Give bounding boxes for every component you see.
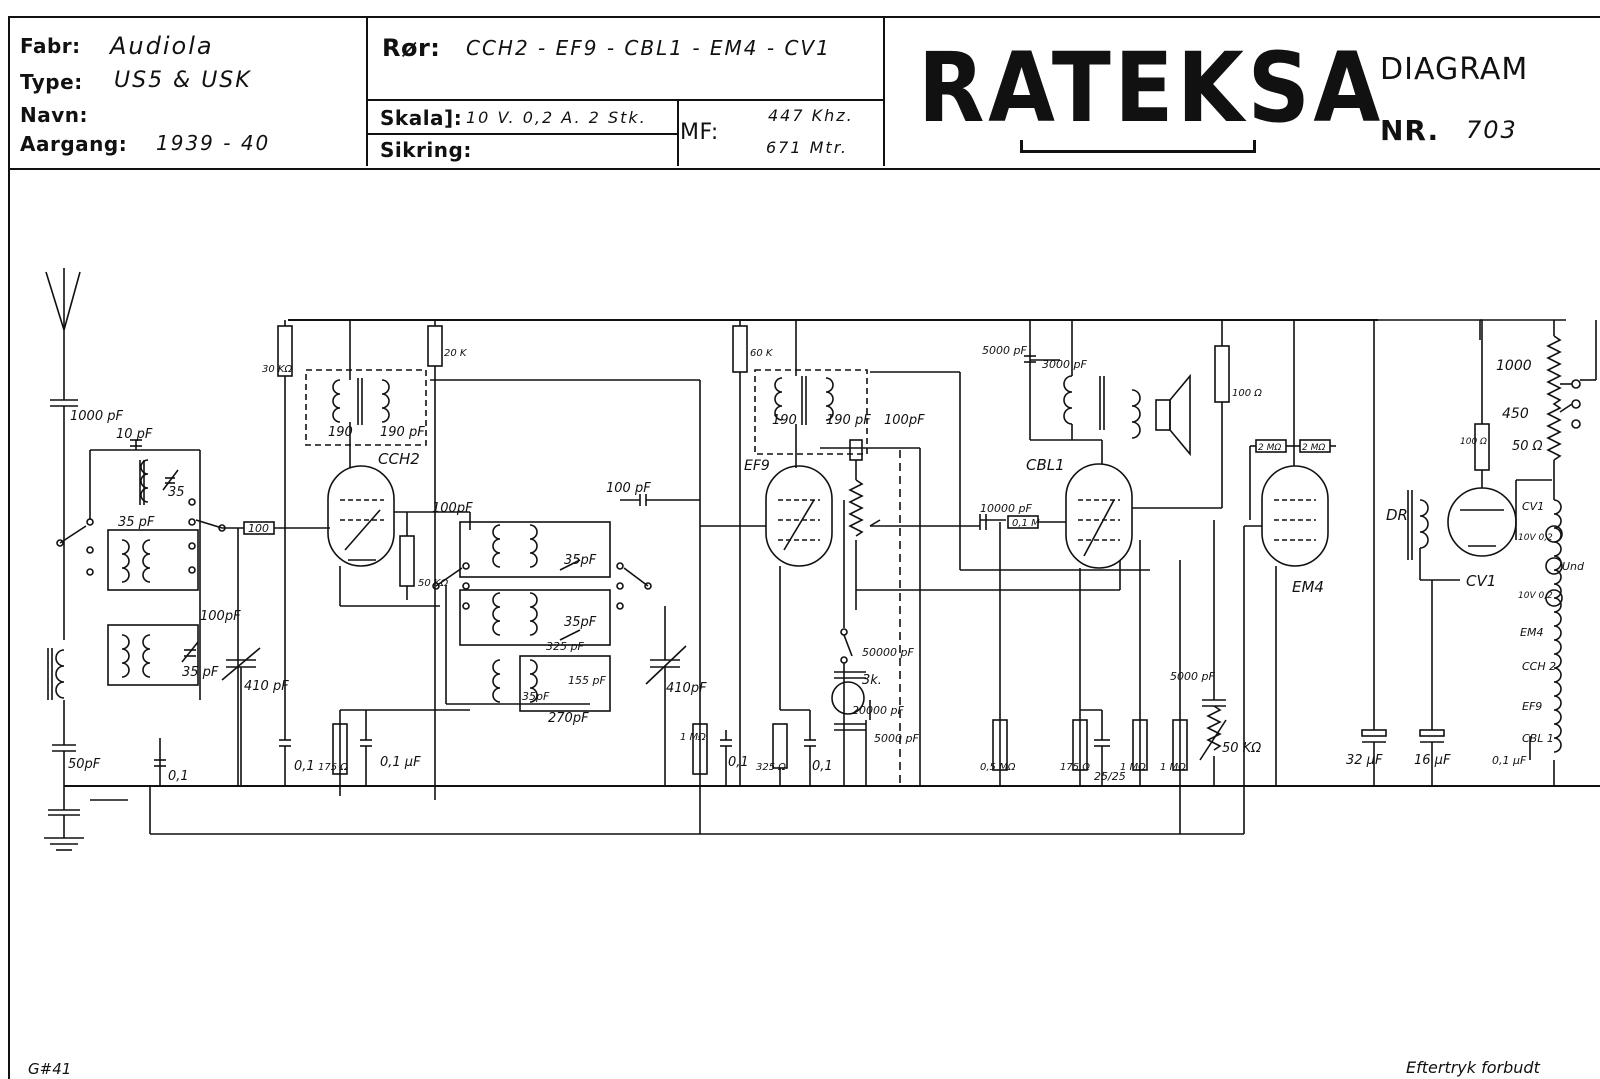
label-fil-10v-b: 10V 0,2 — [1518, 591, 1553, 601]
label-r-2m: 2 MΩ — [1258, 443, 1282, 453]
label-fil-10v-a: 10V 0,2 — [1518, 533, 1553, 543]
pot-50k — [1208, 706, 1220, 750]
waveband-switch-2 — [433, 563, 651, 609]
label-r-450: 450 — [1502, 406, 1529, 422]
label-c-100pf-d: 100pF — [884, 413, 925, 428]
footer-code: G#41 — [28, 1060, 72, 1078]
label-c-01uf: 0,1 µF — [380, 755, 421, 770]
label-c-35pf-d: 35pF — [564, 615, 597, 630]
label-c-16: 16 µF — [1414, 753, 1451, 768]
label-c-01uf-b: 0,1 µF — [1492, 754, 1527, 767]
mains-dropper-resistor — [1548, 336, 1560, 460]
volume-potentiometer — [850, 480, 862, 536]
label-r-100ohm: 100 Ω — [1232, 388, 1262, 399]
loudspeaker — [1156, 376, 1190, 454]
label-c-01-b: 0,1 — [294, 759, 315, 774]
mf-mtr: 671 Mtr. — [766, 138, 848, 157]
label-c-155: 155 pF — [568, 674, 606, 687]
fabr-label: Fabr: — [20, 34, 81, 58]
label-dr: DR — [1386, 506, 1408, 524]
resistor-20k — [428, 326, 442, 366]
if-transformer-1 — [333, 378, 389, 425]
label-sk: 3k. — [862, 673, 882, 688]
label-c-5000c: 5000 pF — [1170, 670, 1215, 683]
label-r-50k: 50 KΩ — [418, 578, 449, 589]
skala-value: 10 V. 0,2 A. 2 Stk. — [466, 108, 647, 127]
tube-cv1 — [1448, 488, 1516, 556]
mf-label: MF: — [680, 120, 719, 145]
diagram-label: DIAGRAM — [1380, 52, 1529, 87]
label-c-3000: 3000 pF — [1042, 358, 1087, 371]
label-r-175: 175 Ω — [318, 762, 348, 773]
label-r-1000: 1000 — [1496, 358, 1532, 374]
label-c-50000: 50000 pF — [862, 646, 914, 659]
label-fil-cv1: CV1 — [1522, 500, 1545, 513]
tube-cch2 — [328, 466, 394, 566]
label-r-2m-b: 2 MΩ — [1302, 443, 1326, 453]
label-if-190d: 190 pF — [826, 413, 871, 428]
label-r-60k: 60 K — [750, 348, 773, 359]
label-c-325: 325 pF — [546, 640, 584, 653]
resistor-50k — [400, 536, 414, 586]
label-fil-und: Und — [1562, 560, 1585, 573]
label-fil-em4: EM4 — [1520, 626, 1544, 639]
tuning-cap-410-a — [222, 648, 260, 786]
label-c-5000a: 5000 pF — [874, 732, 919, 745]
label-r-50: 50 Ω — [1512, 439, 1543, 454]
label-c-10000: 10000 pF — [980, 502, 1032, 515]
navn-label: Navn: — [20, 103, 89, 127]
label-c-35a: 35 — [168, 485, 185, 500]
label-fil-cbl1: CBL 1 — [1522, 732, 1554, 745]
skala-label: Skala]: — [380, 106, 463, 130]
nr-label: NR. — [1380, 114, 1440, 147]
label-c-35pf: 35 pF — [118, 515, 155, 530]
ground-symbol — [44, 838, 84, 850]
label-c-32: 32 µF — [1346, 753, 1383, 768]
label-c-20000: 20000 pF — [852, 704, 904, 717]
label-c-antenna: 1000 pF — [70, 409, 123, 424]
brand-logo: RATEKSA — [918, 32, 1384, 144]
label-if-190b: 190 pF — [380, 425, 425, 440]
label-c-35pf-e: 35pF — [522, 690, 550, 703]
label-r-325: 325 Ω — [756, 762, 786, 773]
label-fil-cch2: CCH 2 — [1522, 660, 1557, 673]
antenna — [46, 268, 80, 400]
nr-value: 703 — [1466, 116, 1518, 144]
tuning-cap-410-b — [646, 606, 686, 786]
label-c-410pf-a: 410 pF — [244, 679, 289, 694]
label-if-190c: 190 — [772, 413, 797, 428]
label-c-10pf: 10 pF — [116, 427, 153, 442]
label-r-100: 100 — [248, 522, 269, 535]
resistor-60k — [733, 326, 747, 372]
label-r-20k: 20 K — [444, 348, 467, 359]
label-if-190a: 190 — [328, 425, 353, 440]
ror-value: CCH2 - EF9 - CBL1 - EM4 - CV1 — [466, 36, 831, 60]
label-r-1m-c: 1 MΩ — [1160, 762, 1186, 773]
aargang-value: 1939 - 40 — [156, 131, 271, 155]
label-c-35pf-c: 35pF — [564, 553, 597, 568]
label-r-50k-pot: 50 KΩ — [1222, 741, 1262, 756]
heater-chain — [1554, 500, 1561, 752]
resistor-100-ohm — [1215, 346, 1229, 402]
label-c-100pf-b: 100pF — [432, 501, 473, 516]
label-c-50pf: 50pF — [68, 757, 101, 772]
antenna-choke — [48, 648, 64, 700]
label-c-35pf-b: 35 pF — [182, 665, 219, 680]
label-r-1m-a: 1 MΩ — [680, 732, 706, 743]
label-c-01-d: 0,1 — [812, 759, 833, 774]
label-tube-cbl1: CBL1 — [1026, 456, 1065, 474]
tube-em4 — [1262, 466, 1328, 566]
label-c-5000b: 5000 pF — [982, 344, 1027, 357]
label-fil-ef9: EF9 — [1522, 700, 1543, 713]
resistor-100-ohm-b — [1475, 424, 1489, 470]
osc-coil-1 — [460, 522, 610, 577]
detector-resistor — [850, 440, 862, 460]
label-tube-ef9: EF9 — [744, 458, 770, 474]
ror-label: Rør: — [382, 34, 441, 62]
label-c-01-a: 0,1 — [168, 769, 189, 784]
label-c-270: 270pF — [548, 711, 589, 726]
label-r-01m: 0,1 M — [1012, 518, 1040, 529]
label-r-05m: 0,5 MΩ — [980, 762, 1016, 773]
sikring-label: Sikring: — [380, 138, 472, 162]
aargang-label: Aargang: — [20, 132, 128, 156]
choke-dr — [1408, 490, 1428, 560]
tube-cbl1 — [1066, 464, 1132, 568]
label-tube-cv1: CV1 — [1466, 572, 1497, 590]
footer-notice: Eftertryk forbudt — [1406, 1058, 1540, 1077]
type-value: US5 & USK — [114, 68, 252, 93]
fabr-value: Audiola — [110, 32, 214, 60]
label-c-100pf-c: 100 pF — [606, 481, 651, 496]
type-label: Type: — [20, 70, 83, 94]
label-c-100pf-a: 100pF — [200, 609, 241, 624]
label-r-175b: 175 Ω — [1060, 762, 1090, 773]
tube-ef9 — [766, 466, 832, 566]
osc-coils — [493, 525, 537, 702]
label-r-1m-b: 1 MΩ — [1120, 762, 1146, 773]
label-r-30k: 30 KΩ — [262, 364, 293, 375]
label-c-410pf-b: 410pF — [666, 681, 707, 696]
label-c-25: 25/25 — [1094, 770, 1126, 783]
label-c-01-c: 0,1 — [728, 755, 749, 770]
label-tube-cch2: CCH2 — [378, 450, 420, 468]
label-tube-em4: EM4 — [1292, 578, 1324, 596]
mf-khz: 447 Khz. — [768, 106, 854, 125]
output-transformer — [1064, 376, 1140, 438]
label-r-100ohm-b: 100 Ω — [1460, 437, 1487, 447]
